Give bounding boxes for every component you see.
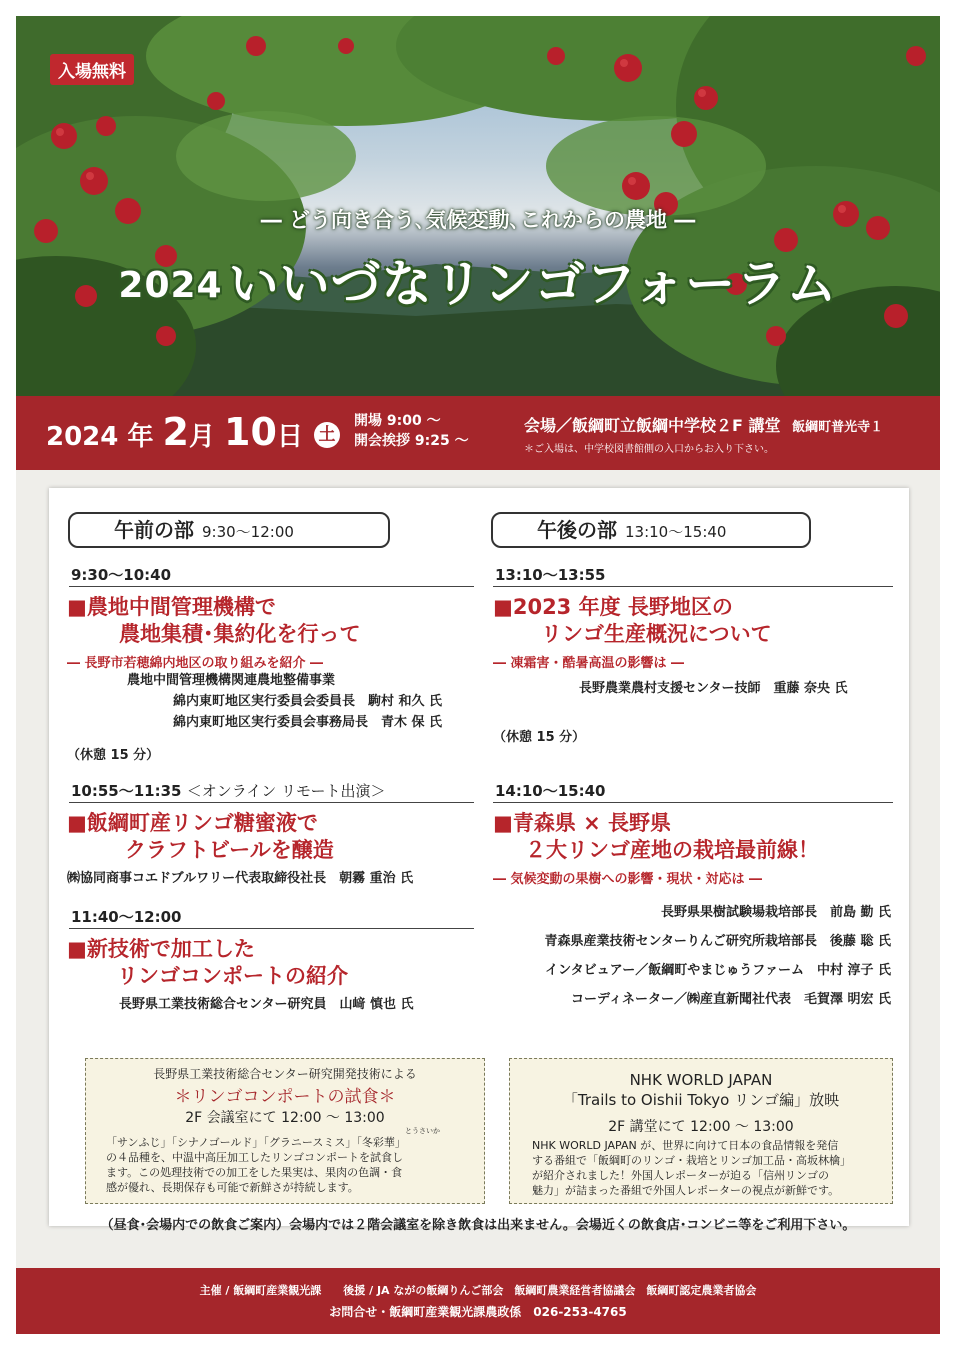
afternoon-slot-2-speakers [544,898,891,1014]
morning-slot-1-title-line2: 農地集積･集約化を行って [119,622,361,646]
greeting-time: 開会挨拶 9:25 ～ [354,433,469,449]
screening-description [510,1138,892,1198]
weekday-badge: 土 [314,422,340,448]
title-year: 2024 [118,265,223,306]
morning-slot-1-title [67,594,361,648]
description-line: NHK WORLD JAPAN が、世界に向けて日本の食品情報を発信 [532,1139,839,1152]
description-line: の４品種を、中温中高圧加工したリンゴコンポートを試食し [106,1151,403,1164]
morning-break: （休憩 15 分） [67,748,160,763]
tasting-title: ＊リンゴコンポートの試食＊ [174,1087,396,1107]
morning-slot-2-title-line1: ■飯綱町産リンゴ糖蜜液で [67,811,318,835]
free-admission-badge: 入場無料 [50,54,134,85]
description-line: が紹介されました！外国人レポーターが迫る「信州リンゴの [532,1169,829,1182]
speaker-line: 長野県果樹試験場栽培部長 前島 勤 氏 [660,905,891,920]
morning-slot-2-title-line2: クラフトビールを醸造 [125,838,334,862]
afternoon-break: （休憩 15 分） [493,730,586,745]
date-month: 2 [162,410,189,454]
afternoon-heading [491,512,811,548]
morning-slot-2-time [71,780,385,801]
divider [69,928,474,929]
morning-slot-2-title [67,810,334,864]
tasting-ruby: とうさいか [405,1127,440,1135]
speaker-line: コーディネーター／㈱産直新聞社代表 毛賀澤 明宏 氏 [570,992,891,1007]
speaker-line: 農地中間管理機構関連農地整備事業 [127,673,336,688]
description-line: 「サンふじ」「シナノゴールド」「グラニースミス」「冬彩華」 [106,1136,406,1149]
screening-title: 「Trails to Oishii Tokyo リンゴ編」放映 [562,1091,840,1109]
divider [493,586,893,587]
forum-subtitle: ― どう向き合う､気候変動､これからの農地 ― [260,208,696,232]
afternoon-slot-1-subtitle: ― 凍霜害・酷暑高温の影響は ― [493,656,685,671]
afternoon-slot-2-title-line2: ２大リンゴ産地の栽培最前線！ [525,838,819,862]
description-line: 魅力」が詰まった番組で外国人レポーターの視点が新鮮です。 [532,1184,840,1197]
program-card [49,488,909,1226]
afternoon-slot-1-title-line1: ■2023 年度 長野地区の [493,595,733,619]
organizers: 主催 / 飯綱町産業観光課 後援 / JA ながの飯綱りんご部会 飯綱町農業経営者協議会 飯綱町認定農業者協会 [199,1284,757,1297]
morning-slot-2-speaker: ㈱協同商事コエドブルワリー代表取締役社長 朝霧 重治 氏 [67,871,414,886]
morning-heading [68,512,390,548]
afternoon-slot-1-time: 13:10～13:55 [495,566,606,584]
title-main: いいづなリンゴフォーラム [228,255,838,313]
morning-heading-label: 午前の部 [114,518,194,542]
screening-time: 2F 講堂にて 12:00 ～ 13:00 [608,1119,794,1135]
afternoon-slot-1-title-line2: リンゴ生産概況について [541,622,772,646]
afternoon-slot-2-title [493,810,819,864]
divider [493,802,893,803]
divider [69,802,474,803]
morning-slot-3-title-line2: リンゴコンポートの紹介 [117,964,348,988]
afternoon-heading-time: 13:10～15:40 [625,523,727,541]
tasting-time: 2F 会議室にて 12:00 ～ 13:00 [185,1110,385,1126]
contact: お問合せ・飯綱町産業観光課農政係 026-253-4765 [329,1305,627,1319]
speaker-line: 綿内東町地区実行委員会委員長 駒村 和久 氏 [173,694,443,709]
afternoon-slot-1-speaker: 長野農業農村支援センター技師 重藤 奈央 氏 [579,681,848,696]
flyer-page [16,16,940,1334]
event-date [46,410,340,454]
morning-slot-3-speaker: 長野県工業技術総合センター研究員 山﨑 慎也 氏 [119,997,414,1012]
afternoon-slot-2-subtitle: ― 気候変動の果樹への影響・現状・対応は ― [493,872,763,887]
venue-name: 会場／飯綱町立飯綱中学校２F 講堂 [524,416,781,435]
screening-org: NHK WORLD JAPAN [629,1071,773,1089]
description-line: 感が優れ、長期保存も可能で新鮮さが持続します。 [106,1181,359,1194]
date-tsuki: 月 [188,422,215,452]
tasting-description [86,1135,484,1195]
open-time: 開場 9:00 ～ [354,413,441,429]
venue-note: ＊ご入場は、中学校図書館側の入口からお入り下さい。 [524,444,774,455]
forum-title [16,244,940,316]
date-nichi: 日 [276,422,303,452]
speaker-line: 綿内東町地区実行委員会事務局長 青木 保 氏 [173,715,443,730]
slot-time: 10:55～11:35 [71,782,182,800]
morning-slot-3-title [67,936,348,990]
afternoon-slot-1-title [493,594,772,648]
afternoon-heading-label: 午後の部 [537,518,617,542]
footer-bar [16,1268,940,1334]
speaker-line: 青森県産業技術センターりんご研究所栽培部長 後藤 聡 氏 [544,934,891,949]
afternoon-slot-2-time: 14:10～15:40 [495,782,606,800]
morning-slot-3-title-line1: ■新技術で加工した [67,937,255,961]
morning-slot-1-speakers [127,670,442,733]
lunch-note: （昼食･会場内での飲食ご案内）会場内では２階会議室を除き飲食は出来ません。会場近くの飲食店･コンビニ等をご利用下さい。 [100,1218,856,1233]
date-venue-bar [16,396,940,470]
morning-slot-3-time: 11:40～12:00 [71,908,182,926]
morning-slot-1-title-line1: ■農地中間管理機構で [67,595,276,619]
description-line: する番組で「飯綱町のリンゴ・栽培とリンゴ加工品・高坂林檎」 [532,1154,851,1167]
morning-slot-1-time: 9:30～10:40 [71,566,172,584]
speaker-line: インタビュアー／飯綱町やまじゅうファーム 中村 淳子 氏 [545,963,891,978]
tasting-org: 長野県工業技術総合センター研究開発技術による [153,1067,417,1081]
hero-photo [16,16,940,396]
date-nen: 年 [127,422,154,452]
online-label: ＜オンライン リモート出演＞ [186,782,386,800]
morning-slot-1-subtitle: ― 長野市若穂綿内地区の取り組みを紹介 ― [67,656,324,671]
date-year: 2024 [46,422,119,452]
compote-tasting-box [85,1058,485,1204]
nhk-screening-box [509,1058,893,1204]
description-line: ます。この処理技術での加工をした果実は、果肉の色調・食 [106,1166,403,1179]
morning-heading-time: 9:30～12:00 [202,523,294,541]
divider [69,586,474,587]
venue [524,413,883,436]
date-day: 10 [224,410,277,454]
afternoon-slot-2-title-line1: ■青森県 × 長野県 [493,811,672,835]
event-times [354,411,469,451]
venue-address: 飯綱町普光寺１ [792,420,884,435]
